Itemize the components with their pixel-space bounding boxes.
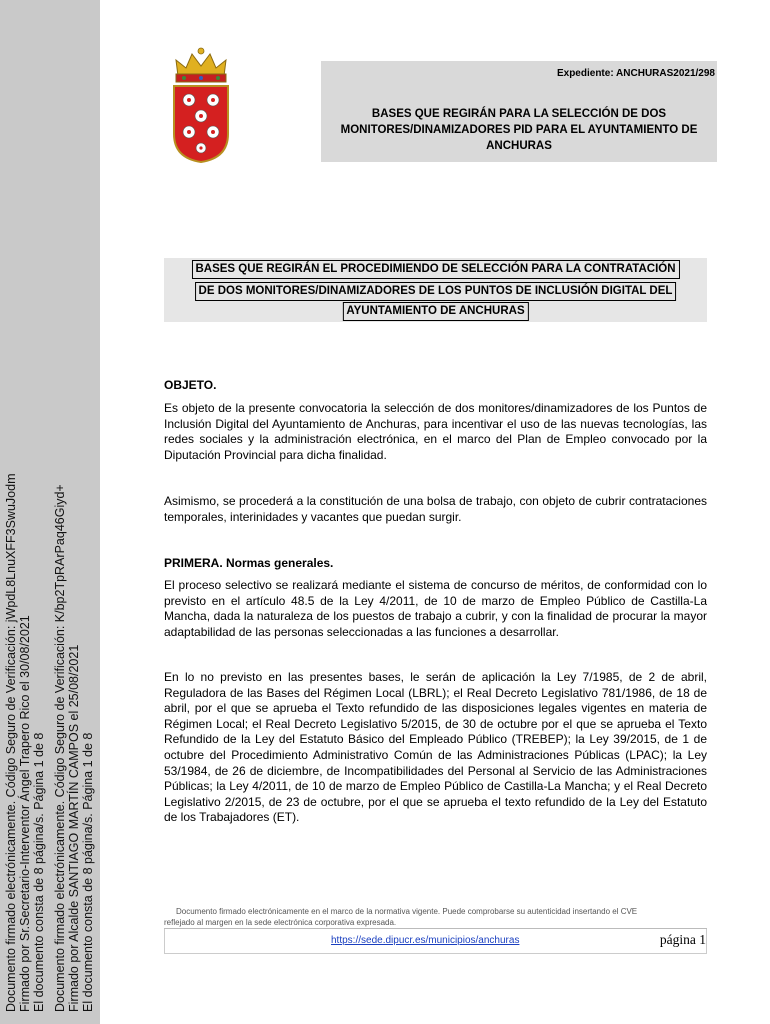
sede-link[interactable]: https://sede.dipucr.es/municipios/anchuras (331, 935, 520, 946)
header-title-line: MONITORES/DINAMIZADORES PID PARA EL AYUNTAMIENTO DE (340, 124, 698, 136)
document-title-line: AYUNTAMIENTO DE ANCHURAS (342, 302, 528, 321)
header-title-line: BASES QUE REGIRÁN PARA LA SELECCIÓN DE DOS (371, 108, 667, 120)
paragraph: Es objeto de la presente convocatoria la selección de dos monitores/dinamizadores de los Puntos de Inclusión Digital del Ayuntamiento de Anchuras, para incentivar el uso de las nuevas tecnologías, las redes sociales y la administración electrónica, en el marco del Plan de Empleo convocado por la Diputación Provincial para dicha finalidad. (164, 401, 707, 462)
footer-note-line: Documento firmado electrónicamente en el marco de la normativa vigente. Puede comprobarse su autenticidad insertando el CVE (176, 907, 638, 916)
sidebar-col2 (53, 484, 95, 1012)
document-title-box (164, 258, 707, 322)
section-heading-objeto: OBJETO. (164, 378, 217, 392)
sidebar-line: El documento consta de 8 página/s. Página 1 de 8 (32, 732, 46, 1012)
page-number: página 1 (659, 932, 706, 947)
sidebar-col1 (4, 474, 46, 1012)
document-title-line: DE DOS MONITORES/DINAMIZADORES DE LOS PUNTOS DE INCLUSIÓN DIGITAL DEL (195, 282, 677, 301)
footer-divider (164, 928, 707, 929)
document-title-line: BASES QUE REGIRÁN EL PROCEDIMIENDO DE SELECCIÓN PARA LA CONTRATACIÓN (191, 260, 679, 279)
sidebar-line: El documento consta de 8 página/s. Página 1 de 8 (81, 732, 95, 1012)
sidebar-line: Firmado por Sr.Secretario-Interventor Ángel Trapero Rico el 30/08/2021 (18, 615, 32, 1012)
paragraph: El proceso selectivo se realizará mediante el sistema de concurso de méritos, de conformidad con lo previsto en el artículo 48.5 de la Ley 4/2011, de 10 de marzo de Empleo Público de Castilla-La Mancha, dada la naturaleza de los puestos de trabajo a cubrir, y con la finalidad de procurar la mayor adaptabilidad de las personas seleccionadas a las funciones a desarrollar. (164, 578, 707, 639)
expediente-number: Expediente: ANCHURAS2021/298 (556, 68, 715, 79)
sidebar-line: Documento firmado electrónicamente. Código Seguro de Verificación: jWpdL8LnuXFF3SwuJodm (4, 473, 18, 1012)
footer-note (164, 906, 707, 928)
coat-of-arms-icon (170, 46, 232, 164)
header-title-line: ANCHURAS (486, 140, 552, 152)
header-box (321, 61, 717, 162)
paragraph: En lo no previsto en las presentes bases, le serán de aplicación la Ley 7/1985, de 2 de abril, Reguladora de las Bases del Régimen Local (LBRL); el Real Decreto Legislativo 781/1986, de 18 de abril, por el que se aprueba el Texto refundido de las disposiciones legales vigentes en materia de Régimen Local; el Real Decreto Legislativo 5/2015, de 30 de octubre por el que se aprueba el Texto Refundido de la Ley del Estatuto Básico del Empleado Público (TREBEP); la Ley 39/2015, de 1 de octubre del Procedimiento Administrativo Común de las Administraciones Públicas (LPAC); la Ley 53/1984, de 26 de diciembre, de Incompatibilidades del Personal al Servicio de las Administraciones Públicas; la Ley 4/2011, de 10 de marzo de Empleo Público de Castilla-La Mancha; y el Real Decreto Legislativo 2/2015, de 23 de octubre, por el que se aprueba el texto refundido de la Ley del Estatuto de los Trabajadores (ET). (164, 670, 707, 825)
footer-note-line: reflejado al margen en la sede electrónica corporativa expresada. (164, 918, 397, 927)
paragraph: Asimismo, se procederá a la constitución de una bolsa de trabajo, con objeto de cubrir contrataciones temporales, interinidades y vacantes que puedan surgir. (164, 494, 707, 524)
section-heading-primera: PRIMERA. Normas generales. (164, 556, 334, 570)
sidebar-line: Firmado por Alcalde SANTIAGO MARTÍN CAMPOS el 25/08/2021 (67, 644, 81, 1012)
header-title (321, 106, 717, 154)
signature-sidebar (0, 0, 100, 1024)
sidebar-line: Documento firmado electrónicamente. Código Seguro de Verificación: K/bp2TpRArPaq46Giyd+ (53, 484, 67, 1012)
